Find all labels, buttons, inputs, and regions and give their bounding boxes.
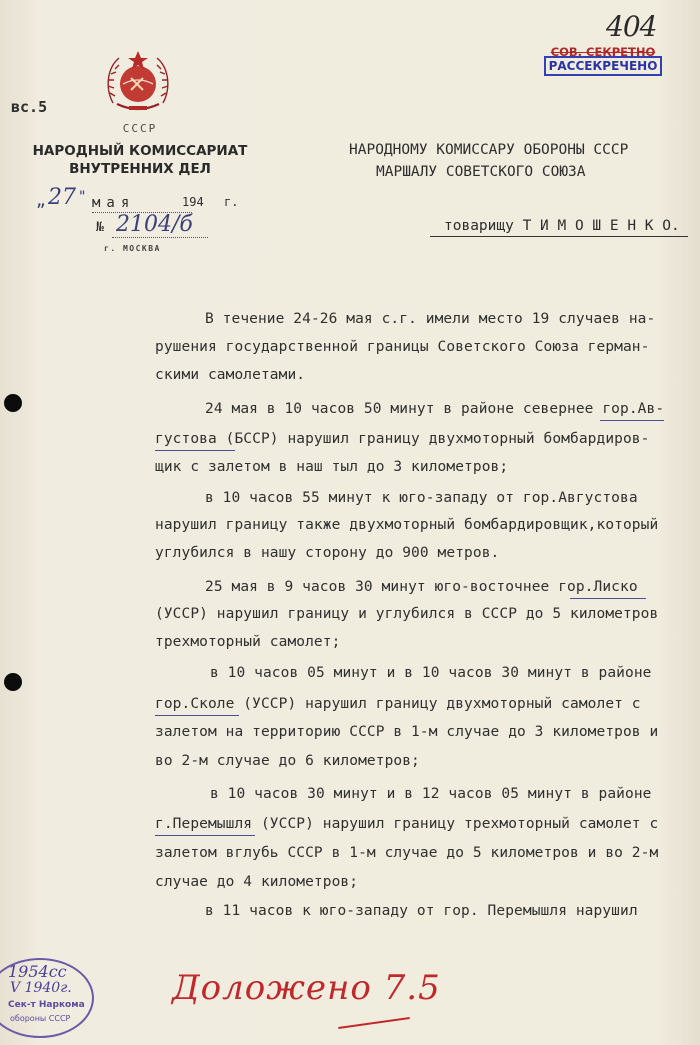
handwritten-note: Доложено 7.5	[172, 968, 441, 1008]
letterhead-line1: НАРОДНЫЙ КОМИССАРИАТ	[32, 143, 248, 159]
date-month: мая	[92, 195, 136, 211]
date-year-prefix: 194	[182, 195, 204, 209]
body-line: во 2-м случае до 6 километров;	[155, 753, 420, 769]
body-line: щик с залетом в наш тыл до 3 километров;	[155, 459, 509, 475]
body-line: скими самолетами.	[155, 367, 306, 383]
body-line: в 10 часов 05 минут и в 10 часов 30 минут в районе	[210, 665, 652, 681]
body-line: залетом на территорию СССР в 1-м случае до 3 километров и	[155, 724, 659, 740]
underline-avgustova	[155, 450, 235, 451]
body-line: рушения государственной границы Советского Союза герман-	[155, 339, 650, 355]
body-line: 24 мая в 10 часов 50 минут в районе севернее гор.Ав-	[205, 401, 665, 417]
addressee-line2: МАРШАЛУ СОВЕТСКОГО СОЮЗА	[376, 164, 586, 180]
date-row	[36, 185, 286, 215]
underline-peremyshl	[155, 835, 255, 836]
addressee-line3: товарищу Т И М О Ш Е Н К О.	[444, 218, 680, 234]
binder-hole-top	[4, 394, 22, 412]
body-line: 25 мая в 9 часов 30 минут юго-восточнее гор.Лиско	[205, 579, 638, 595]
body-line: В течение 24-26 мая с.г. имели место 19 случаев на-	[205, 311, 656, 327]
secrecy-stamp	[544, 45, 662, 76]
underline-lisko	[570, 598, 646, 599]
body-line: углубился в нашу сторону до 900 метров.	[155, 545, 500, 561]
body-line: случае до 4 километров;	[155, 874, 359, 890]
crossed-secret-label: СОВ. СЕКРЕТНО	[550, 45, 656, 59]
archive-number: 404	[606, 10, 657, 43]
body-line: в 10 часов 55 минут к юго-западу от гор.Августова	[205, 490, 638, 506]
binder-hole-bottom	[4, 673, 22, 691]
letterhead-line2: ВНУТРЕННИХ ДЕЛ	[69, 161, 211, 177]
number-row	[96, 212, 256, 244]
body-line: гор.Сколе (УССР) нарушил границу двухмоторный самолет с	[155, 696, 641, 712]
body-line: нарушил границу также двухмоторный бомбардировщик,который	[155, 517, 659, 533]
date-year-suffix: г.	[224, 195, 239, 209]
received-stamp-number: 1954сс	[8, 962, 67, 981]
date-quote-close: "	[78, 189, 87, 205]
body-line: густова (БССР) нарушил границу двухмоторный бомбардиров-	[155, 431, 650, 447]
document-number: 2104/б	[116, 212, 193, 237]
received-stamp-line4: обороны СССР	[10, 1014, 71, 1023]
date-quote-open: „	[36, 191, 46, 210]
received-stamp-date: V 1940г.	[10, 980, 72, 996]
body-line: (УССР) нарушил границу и углубился в СССР до 5 километров	[155, 606, 659, 622]
number-underline	[112, 237, 208, 238]
letterhead-ussr: СССР	[122, 122, 158, 135]
received-stamp-line3: Сек-т Наркома	[8, 1000, 85, 1010]
body-line: залетом вглубь СССР в 1-м случае до 5 километров и во 2-м	[155, 845, 659, 861]
addressee-underline	[430, 236, 688, 237]
number-label: №	[96, 220, 104, 235]
corner-mark: вс.5	[11, 98, 48, 116]
body-line: трехмоторный самолет;	[155, 634, 341, 650]
body-line: в 10 часов 30 минут и в 12 часов 05 минут в районе	[210, 786, 652, 802]
addressee-line1: НАРОДНОМУ КОМИССАРУ ОБОРОНЫ СССР	[349, 142, 629, 158]
ussr-emblem-icon	[103, 48, 173, 118]
body-line: г.Перемышля (УССР) нарушил границу трехмоторный самолет с	[155, 816, 659, 832]
declassified-label: РАССЕКРЕЧЕНО	[544, 56, 662, 76]
city-label: г. МОСКВА	[104, 244, 161, 253]
underline-skole	[155, 715, 239, 716]
date-day: 27	[48, 185, 76, 210]
underline-avgustov	[600, 420, 664, 421]
body-line: в 11 часов к юго-западу от гор. Перемышля нарушил	[205, 903, 638, 919]
